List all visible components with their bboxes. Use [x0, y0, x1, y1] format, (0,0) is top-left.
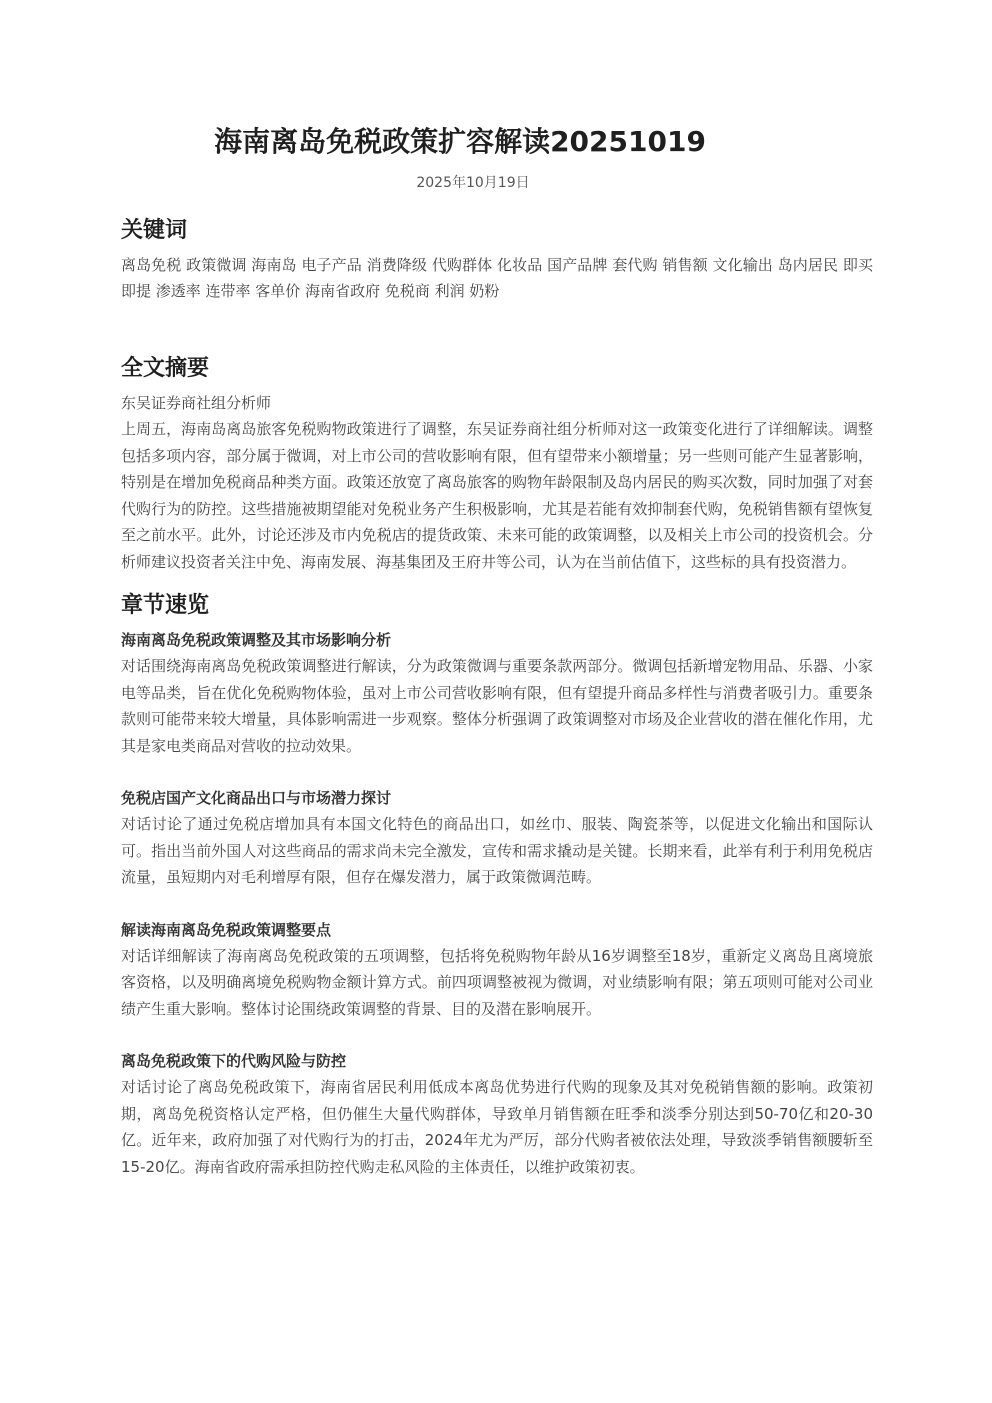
- chapter-item: [121, 785, 873, 891]
- keywords-section: [121, 214, 873, 304]
- document-date: 2025年10月19日: [416, 175, 530, 191]
- chapter-spacer: [121, 1022, 873, 1048]
- keywords-heading: 关键词: [121, 218, 188, 243]
- summary-text: 上周五，海南岛离岛旅客免税购物政策进行了调整，东吴证券商社组分析师对这一政策变化进行了详细解读。调整包括多项内容，部分属于微调，对上市公司的营收影响有限，但有望带来小额增量；另一些则可能产生显著影响，特别是在增加免税商品种类方面。政策还放宽了离岛旅客的购物年龄限制及岛内居民的购买次数，同时加强了对套代购行为的防控。这些措施被期望能对免税业务产生积极影响，尤其是若能有效抑制套代购，免税销售额有望恢复至之前水平。此外，讨论还涉及市内免税店的提货政策、未来可能的政策调整，以及相关上市公司的投资机会。分析师建议投资者关注中免、海南发展、海基集团及王府井等公司，认为在当前估值下，这些标的具有投资潜力。: [121, 420, 873, 571]
- chapters-heading: 章节速览: [121, 593, 210, 618]
- chapter-spacer: [121, 759, 873, 785]
- keywords-text: 离岛免税 政策微调 海南岛 电子产品 消费降级 代购群体 化妆品 国产品牌 套代购 销售额 文化输出 岛内居民 即买即提 渗透率 连带率 客单价 海南省政府 免税商 利润 奶粉: [121, 256, 873, 300]
- summary-source: 东吴证券商社组分析师: [121, 394, 272, 412]
- document-body: [121, 214, 873, 1180]
- chapter-item: [121, 1048, 873, 1180]
- section-spacer: [121, 304, 873, 352]
- chapter-title: 海南离岛免税政策调整及其市场影响分析: [121, 631, 392, 649]
- chapter-title: 离岛免税政策下的代购风险与防控: [121, 1052, 347, 1070]
- chapter-title: 解读海南离岛免税政策调整要点: [121, 920, 332, 939]
- summary-heading: 全文摘要: [121, 356, 210, 381]
- chapter-text: 对话讨论了离岛免税政策下，海南省居民利用低成本离岛优势进行代购的现象及其对免税销售额的影响。政策初期，离岛免税资格认定严格，但仍催生大量代购群体，导致单月销售额在旺季和淡季分别达到50-70亿和20-30亿。近年来，政府加强了对代购行为的打击，2024年尤为严厉，部分代购者被依法处理，导致淡季销售额腰斩至15-20亿。海南省政府需承担防控代购走私风险的主体责任，以维护政策初衷。: [121, 1078, 873, 1176]
- document-title: 海南离岛免税政策扩容解读20251019: [214, 125, 706, 158]
- chapter-item: [121, 627, 873, 759]
- chapters-section: [121, 589, 873, 1180]
- chapter-text: 对话讨论了通过免税店增加具有本国文化特色的商品出口，如丝巾、服装、陶瓷茶等，以促进文化输出和国际认可。指出当前外国人对这些商品的需求尚未完全激发，宣传和需求撬动是关键。长期来看，此举有利于利用免税店流量，虽短期内对毛利增厚有限，但存在爆发潜力，属于政策微调范畴。: [121, 815, 873, 886]
- summary-section: [121, 352, 873, 575]
- chapter-spacer: [121, 891, 873, 917]
- chapter-text: 对话详细解读了海南离岛免税政策的五项调整，包括将免税购物年龄从16岁调整至18岁，重新定义离岛且离境旅客资格，以及明确离境免税购物金额计算方式。前四项调整被视为微调，对业绩影响有限；第五项则可能对公司业绩产生重大影响。整体讨论围绕政策调整的背景、目的及潜在影响展开。: [121, 946, 873, 1018]
- chapter-text: 对话围绕海南离岛免税政策调整进行解读，分为政策微调与重要条款两部分。微调包括新增宠物用品、乐器、小家电等品类，旨在优化免税购物体验，虽对上市公司营收影响有限，但有望提升商品多样性与消费者吸引力。重要条款则可能带来较大增量，具体影响需进一步观察。整体分析强调了政策调整对市场及企业营收的潜在催化作用，尤其是家电类商品对营收的拉动效果。: [121, 657, 873, 755]
- chapter-item: [121, 917, 873, 1023]
- chapter-title: 免税店国产文化商品出口与市场潜力探讨: [121, 789, 392, 807]
- section-spacer: [121, 575, 873, 589]
